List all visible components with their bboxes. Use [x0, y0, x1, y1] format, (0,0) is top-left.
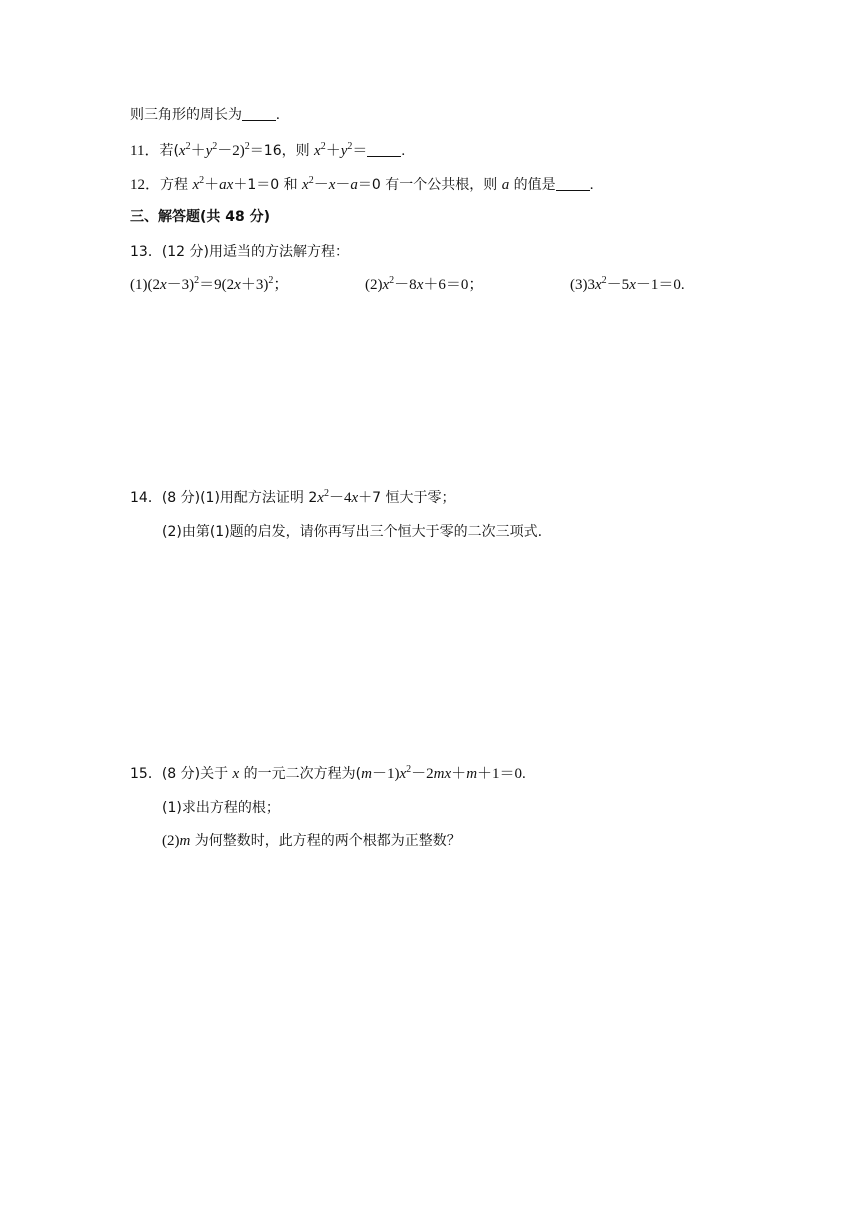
text: ＝9(2: [199, 277, 235, 293]
problem-12: [130, 174, 593, 196]
var: x: [351, 490, 359, 506]
text: ＋: [451, 766, 467, 782]
text: ＝16，则: [249, 143, 315, 159]
text: －1): [371, 766, 400, 782]
exp: 2: [389, 275, 395, 286]
text: －: [335, 177, 351, 193]
var: m: [466, 766, 478, 782]
exp: 2: [308, 175, 314, 186]
problem-13-heading: [130, 241, 349, 263]
var: x: [232, 766, 240, 782]
text: －1＝0.: [635, 277, 685, 293]
text: ＋1＝0 和: [233, 177, 303, 193]
text: －8: [394, 277, 417, 293]
var: mx: [433, 766, 452, 782]
var: a: [350, 177, 358, 193]
exp: 2: [347, 141, 353, 152]
var: x: [629, 277, 636, 293]
text: (2): [162, 833, 180, 849]
text: －2): [217, 143, 245, 159]
problem-number: 11．: [130, 143, 160, 159]
problem-13-part3: [570, 274, 685, 296]
problem-13-part2: [365, 274, 483, 296]
text: .: [401, 143, 406, 159]
var: x: [382, 277, 390, 293]
section-heading: [130, 206, 270, 228]
answer-blank: [367, 142, 401, 157]
text: －3): [166, 277, 195, 293]
var: x: [595, 277, 602, 293]
text: ＝: [352, 143, 368, 159]
section-title: 三、解答题(共 48 分): [130, 209, 271, 225]
text: ＋1＝0.: [477, 766, 526, 782]
var: m: [179, 833, 191, 849]
exp: 2: [194, 275, 200, 286]
text: 15．(8 分)关于: [130, 766, 233, 782]
problem-13-part1: [130, 274, 288, 296]
text: (3)3: [570, 277, 595, 293]
text: (2): [365, 277, 383, 293]
text: ＋3): [240, 277, 269, 293]
text: ＋: [204, 177, 220, 193]
text: (2)由第(1)题的启发，请你再写出三个恒大于零的二次三项式.: [162, 524, 543, 540]
problem-15: [130, 763, 526, 785]
exp: 2: [268, 275, 274, 286]
var: x: [328, 177, 336, 193]
answer-blank: [242, 106, 276, 121]
problem-15-part2: [162, 830, 461, 852]
text: 13．(12 分)用适当的方法解方程：: [130, 244, 350, 260]
text: －5: [606, 277, 630, 293]
exp: 2: [323, 488, 329, 499]
var: x: [192, 177, 200, 193]
text: －4: [328, 490, 352, 506]
answer-blank: [556, 176, 590, 191]
text: ＋: [190, 143, 206, 159]
var: a: [501, 177, 510, 193]
var: x: [178, 143, 186, 159]
exp: 2: [406, 764, 412, 775]
text: ＋6＝0；: [423, 277, 484, 293]
var: ax: [219, 177, 234, 193]
var: x: [399, 766, 407, 782]
text: 为何整数时，此方程的两个根都为正整数？: [190, 833, 461, 849]
text: ＝0 有一个公共根，则: [357, 177, 502, 193]
text: 方程: [160, 177, 193, 193]
text: .: [276, 107, 280, 123]
text: ＋7 恒大于零；: [358, 490, 456, 506]
problem-14: [130, 487, 456, 509]
text: ＋: [325, 143, 341, 159]
text: 的一元二次方程为(: [239, 766, 362, 782]
exp: 2: [185, 141, 191, 152]
var: x: [314, 143, 321, 159]
var: m: [361, 766, 372, 782]
text: ；: [273, 277, 289, 293]
text: 若(: [159, 143, 179, 159]
exp: 2: [212, 141, 218, 152]
problem-10-continuation: [130, 104, 280, 126]
problem-11: [130, 140, 405, 162]
var: x: [160, 277, 167, 293]
exp: 2: [199, 175, 205, 186]
exp: 2: [601, 275, 607, 286]
exp: 2: [244, 141, 250, 152]
problem-15-part1: [162, 797, 280, 819]
var: y: [205, 143, 213, 159]
var: x: [302, 177, 309, 193]
var: y: [340, 143, 348, 159]
text: －2: [411, 766, 434, 782]
text: 14．(8 分)(1)用配方法证明 2: [130, 490, 318, 506]
problem-14-part2: [162, 521, 542, 543]
exp: 2: [320, 141, 326, 152]
problem-number: 12．: [130, 177, 161, 193]
text: (1)求出方程的根；: [162, 800, 280, 816]
text: 的值是: [509, 177, 556, 193]
text: －: [313, 177, 329, 193]
var: x: [234, 277, 241, 293]
var: x: [416, 277, 424, 293]
text: .: [589, 177, 594, 193]
var: x: [317, 490, 324, 506]
text: 则三角形的周长为: [130, 107, 242, 123]
text: (1)(2: [130, 277, 160, 293]
